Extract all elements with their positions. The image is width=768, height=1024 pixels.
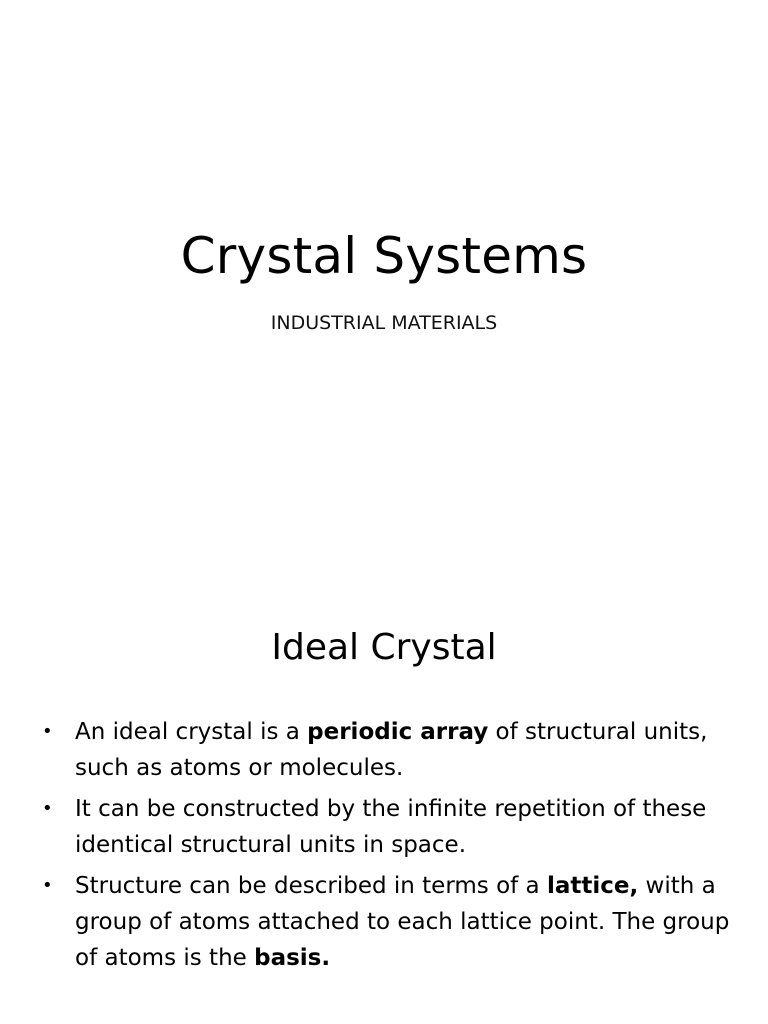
bullet-item — [42, 714, 732, 786]
slide-heading: Ideal Crystal — [271, 627, 497, 668]
bullet-text — [75, 873, 729, 971]
content-slide — [0, 576, 768, 1024]
bullet-text — [75, 796, 706, 858]
slide-title: Crystal Systems — [180, 227, 588, 285]
bullet-text-part: of structural units, such as atoms or molecules. — [75, 719, 708, 781]
slide-subtitle: INDUSTRIAL MATERIALS — [270, 312, 498, 334]
bullet-icon: • — [42, 875, 53, 896]
bullet-text-emphasis: periodic array — [307, 719, 489, 745]
bullet-text-part: with a group of atoms attached to each lattice point. The group of atoms is the — [75, 873, 730, 971]
bullet-icon: • — [42, 798, 53, 819]
bullet-icon: • — [42, 721, 53, 742]
bullet-item — [42, 791, 732, 863]
bullet-text-part: It can be constructed by the infinite repetition of these identical structural units in space. — [75, 796, 707, 858]
bullet-list — [42, 714, 732, 981]
bullet-item — [42, 868, 732, 976]
bullet-text-emphasis: lattice, — [546, 873, 639, 899]
bullet-text — [75, 719, 707, 781]
bullet-text-part: An ideal crystal is a — [75, 719, 308, 745]
bullet-text-emphasis: basis. — [254, 945, 331, 971]
bullet-text-part: Structure can be described in terms of a — [75, 873, 547, 899]
